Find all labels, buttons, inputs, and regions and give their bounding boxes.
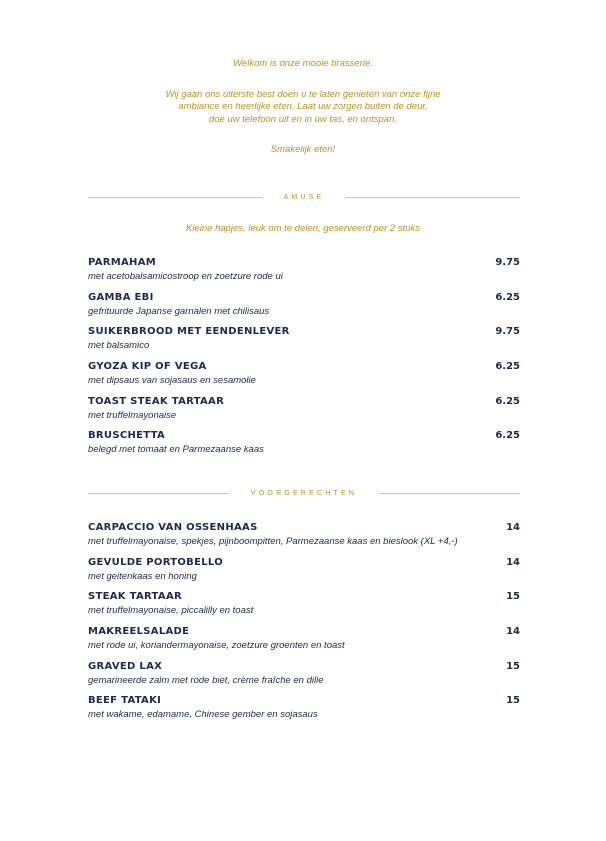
item-description: met truffelmayonaise, spekjes, pijnboompitten, Parmezaanse kaas en bieslook (XL +4,-) [88,536,458,547]
item-price: 15 [506,660,520,672]
menu-item-suikerbrood [88,326,520,361]
menu-item-steak-tartaar [88,591,520,626]
item-name: GAMBA EBI [88,291,154,303]
item-description: gemarineerde zalm met rode biet, crème fraîche en dille [88,674,324,686]
intro-welcome: Welkom is onze mooie brasserie. [233,58,373,69]
item-name: GEVULDE PORTOBELLO [88,556,224,568]
item-name: GRAVED LAX [88,660,163,672]
item-description: met rode ui, koriandermayonaise, zoetzure groenten en toast [88,640,345,652]
menu-item-gyoza [88,361,520,396]
intro-body: Wij gaan ons uiterste best doen u te laten genieten van onze fijne ambiance en heerlijke eten. Laat uw zorgen buiten de deur, doe uw telefoon uit en in uw tas, en ontspan. [165,88,441,125]
menu-item-gevulde-portobello [88,557,520,592]
item-price: 14 [506,522,520,533]
divider-line-right [379,493,520,494]
amuse-title: AMUSE [283,193,325,201]
item-name: GYOZA KIP OF VEGA [88,361,207,373]
item-description: met truffelmayonaise [88,409,177,421]
menu-item-parmaham [88,257,520,292]
item-price: 14 [506,556,520,568]
divider-line-right [346,197,520,198]
item-name: TOAST STEAK TARTAAR [88,395,225,407]
item-description: met acetobalsamicostroop en zoetzure rode ui [88,271,283,282]
menu-item-toast-steak-tartaar [88,396,520,431]
amuse-list [88,257,520,465]
item-price: 14 [506,626,520,638]
item-name: PARMAHAM [88,257,157,268]
menu-item-bruschetta [88,430,520,465]
item-name: CARPACCIO VAN OSSENHAAS [88,522,258,533]
amuse-subtitle: Kleine hapjes, leuk om te delen, geserveerd per 2 stuks [186,223,420,234]
item-description: met geitenkaas en honing [88,570,197,582]
intro [0,58,606,157]
menu-item-gamba-ebi [88,292,520,327]
item-price: 9.75 [495,326,520,338]
item-price: 9.75 [495,257,520,268]
item-name: BEEF TATAKI [88,695,162,707]
item-price: 6.25 [495,361,520,373]
item-description: belegd met tomaat en Parmezaanse kaas [88,444,264,456]
item-price: 6.25 [495,291,520,303]
divider-line-left [88,493,229,494]
voorgerechten-title: VOORGERECHTEN [250,489,358,497]
item-description: met balsamico [88,340,150,352]
intro-closing: Smakelijk eten! [270,144,336,155]
item-description: met truffelmayonaise, piccalilly en toast [88,605,254,617]
menu-item-carpaccio [88,522,520,557]
item-name: SUIKERBROOD MET EENDENLEVER [88,326,290,338]
menu-item-graved-lax [88,661,520,696]
item-description: gefrituurde Japanse garnalen met chilisaus [88,305,270,317]
item-price: 6.25 [495,430,520,442]
menu-item-beef-tataki [88,695,520,730]
divider-line-left [88,197,262,198]
amuse-divider [88,191,520,203]
menu-item-makreelsalade [88,626,520,661]
voorgerechten-list [88,522,520,730]
item-name: BRUSCHETTA [88,430,166,442]
item-name: MAKREELSALADE [88,626,190,638]
item-price: 6.25 [495,395,520,407]
item-price: 15 [506,695,520,707]
item-description: met wakame, edamame, Chinese gember en sojasaus [88,709,318,721]
item-description: met dipsaus van sojasaus en sesamolie [88,375,256,387]
item-name: STEAK TARTAAR [88,591,182,603]
voorgerechten-divider [88,487,520,499]
item-price: 15 [506,591,520,603]
